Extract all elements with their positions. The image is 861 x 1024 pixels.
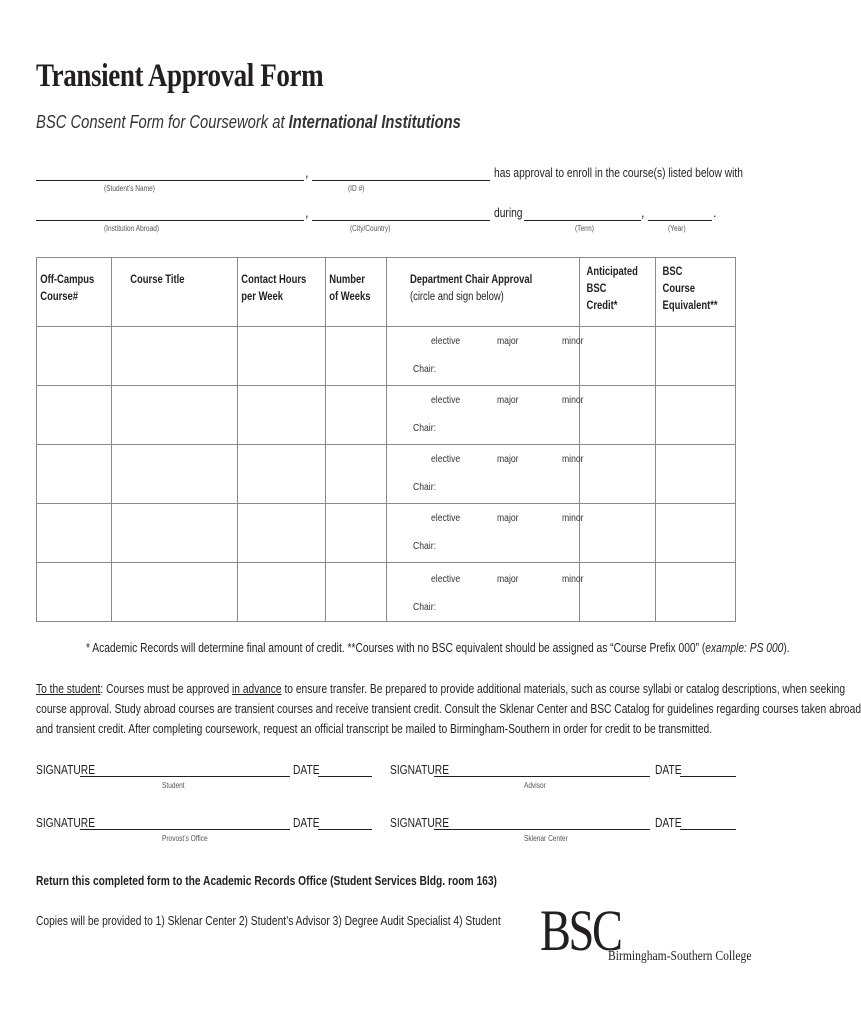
option-minor[interactable]: minor <box>561 394 584 406</box>
option-elective[interactable]: elective <box>430 335 460 347</box>
comma-3: , <box>641 206 645 220</box>
header-number-weeks: Number of Weeks <box>326 258 386 327</box>
cell-weeks[interactable] <box>326 386 386 445</box>
cell-contact-hours[interactable] <box>237 445 325 504</box>
table-row <box>37 563 736 622</box>
option-minor[interactable]: minor <box>561 335 584 347</box>
cell-course-number[interactable] <box>37 563 112 622</box>
option-minor[interactable]: minor <box>561 573 584 585</box>
option-major[interactable]: major <box>496 512 519 524</box>
institution-label: (Institution Abroad) <box>104 224 160 233</box>
college-name: Birmingham-Southern College <box>608 948 752 963</box>
during-text: during <box>494 206 523 220</box>
student-date-field[interactable] <box>318 776 372 777</box>
advisor-signature-field[interactable] <box>434 776 650 777</box>
date-label: DATE <box>655 816 682 830</box>
option-major[interactable]: major <box>496 453 519 465</box>
cell-course-number[interactable] <box>37 327 112 386</box>
header-course-title: Course Title <box>111 258 237 327</box>
table-row <box>37 445 736 504</box>
cell-course-title[interactable] <box>111 386 237 445</box>
cell-contact-hours[interactable] <box>237 504 325 563</box>
comma-1: , <box>305 166 309 180</box>
cell-chair-approval[interactable] <box>386 504 584 563</box>
student-name-label: (Student’s Name) <box>104 184 155 193</box>
bsc-logo-icon: BSC <box>540 898 621 963</box>
signature-label: SIGNATURE <box>36 816 96 830</box>
header-off-campus: Off-Campus Course# <box>37 258 112 327</box>
cell-course-title[interactable] <box>111 504 237 563</box>
chair-signature-label: Chair: <box>412 422 436 434</box>
institution-field[interactable] <box>36 220 304 221</box>
cell-weeks[interactable] <box>326 327 386 386</box>
header-course-equivalent: BSC Course Equivalent** <box>655 258 735 327</box>
sklenar-date-field[interactable] <box>680 829 736 830</box>
copies-text: Copies will be provided to 1) Sklenar Center 2) Student’s Advisor 3) Degree Audit Specialist 4) Student <box>36 914 501 928</box>
id-field[interactable] <box>312 180 490 181</box>
signature-label: SIGNATURE <box>390 816 450 830</box>
subtitle-prefix: BSC Consent Form for Coursework at <box>36 112 289 132</box>
cell-credit[interactable] <box>580 386 656 445</box>
date-label: DATE <box>293 816 320 830</box>
advisor-date-field[interactable] <box>680 776 736 777</box>
cell-weeks[interactable] <box>326 563 386 622</box>
term-label: (Term) <box>575 224 594 233</box>
subtitle-bold: International Institutions <box>288 112 461 132</box>
return-instructions: Return this completed form to the Academic Records Office (Student Services Bldg. room 163) <box>36 874 497 888</box>
option-minor[interactable]: minor <box>561 453 584 465</box>
student-name-field[interactable] <box>36 180 304 181</box>
cell-chair-approval[interactable] <box>386 445 584 504</box>
student-caption: Student <box>162 781 185 790</box>
student-signature-field[interactable] <box>80 776 290 777</box>
cell-weeks[interactable] <box>326 504 386 563</box>
cell-contact-hours[interactable] <box>237 386 325 445</box>
chair-signature-label: Chair: <box>412 481 436 493</box>
cell-course-number[interactable] <box>37 504 112 563</box>
date-label: DATE <box>293 763 320 777</box>
credit-footnote: * Academic Records will determine final amount of credit. **Courses with no BSC equivalent should be assigned as “Course Prefix 000” (example: PS 000). <box>86 641 790 655</box>
table-row <box>37 504 736 563</box>
header-anticipated-credit: Anticipated BSC Credit* <box>580 258 656 327</box>
option-major[interactable]: major <box>496 573 519 585</box>
cell-chair-approval[interactable] <box>386 386 584 445</box>
chair-signature-label: Chair: <box>412 601 436 613</box>
provost-date-field[interactable] <box>318 829 372 830</box>
cell-contact-hours[interactable] <box>237 327 325 386</box>
table-header-row <box>37 258 736 327</box>
cell-equivalent[interactable] <box>655 327 735 386</box>
cell-equivalent[interactable] <box>655 445 735 504</box>
instructions-line-3: and transient credit. After completing coursework, request an official transcript be mailed to Birmingham-Southern in order for credit to be transmitted. <box>36 722 713 736</box>
option-elective[interactable]: elective <box>430 573 460 585</box>
cell-course-title[interactable] <box>111 327 237 386</box>
advisor-caption: Advisor <box>524 781 546 790</box>
signature-label: SIGNATURE <box>390 763 450 777</box>
cell-course-number[interactable] <box>37 386 112 445</box>
form-title: Transient Approval Form <box>36 58 324 94</box>
cell-course-title[interactable] <box>111 563 237 622</box>
table-row <box>37 327 736 386</box>
sklenar-signature-field[interactable] <box>434 829 650 830</box>
date-label: DATE <box>655 763 682 777</box>
cell-credit[interactable] <box>580 327 656 386</box>
cell-equivalent[interactable] <box>655 563 735 622</box>
city-label: (City/Country) <box>350 224 391 233</box>
id-label: (ID #) <box>348 184 365 193</box>
cell-credit[interactable] <box>580 445 656 504</box>
city-country-field[interactable] <box>312 220 490 221</box>
header-chair-approval: Department Chair Approval (circle and sign below) <box>386 258 580 327</box>
course-table <box>36 257 736 622</box>
year-label: (Year) <box>668 224 686 233</box>
option-elective[interactable]: elective <box>430 512 460 524</box>
cell-chair-approval[interactable] <box>386 563 584 622</box>
option-elective[interactable]: elective <box>430 453 460 465</box>
cell-chair-approval[interactable] <box>386 327 584 386</box>
header-contact-hours: Contact Hours per Week <box>237 258 325 327</box>
term-field[interactable] <box>524 220 641 221</box>
option-minor[interactable]: minor <box>561 512 584 524</box>
signature-label: SIGNATURE <box>36 763 96 777</box>
option-elective[interactable]: elective <box>430 394 460 406</box>
form-subtitle <box>36 112 461 133</box>
provost-signature-field[interactable] <box>80 829 290 830</box>
cell-contact-hours[interactable] <box>237 563 325 622</box>
instructions-line-2: course approval. Study abroad courses are transient courses and receive transient credit. Consult the Sklenar Center and BSC Catalog for guidelines regarding courses taken abroad <box>36 702 861 716</box>
option-major[interactable]: major <box>496 335 519 347</box>
year-field[interactable] <box>648 220 712 221</box>
cell-credit[interactable] <box>580 504 656 563</box>
sklenar-caption: Sklenar Center <box>524 834 568 843</box>
instructions-line-1: To the student: Courses must be approved in advance to ensure transfer. Be prepared to provide additional materials, such as course syllabi or catalog descriptions, when seeking <box>36 682 846 696</box>
cell-credit[interactable] <box>580 563 656 622</box>
cell-weeks[interactable] <box>326 445 386 504</box>
cell-course-title[interactable] <box>111 445 237 504</box>
cell-course-number[interactable] <box>37 445 112 504</box>
provost-caption: Provost’s Office <box>162 834 208 843</box>
period: . <box>713 206 717 220</box>
option-major[interactable]: major <box>496 394 519 406</box>
chair-signature-label: Chair: <box>412 363 436 375</box>
comma-2: , <box>305 206 309 220</box>
cell-equivalent[interactable] <box>655 386 735 445</box>
chair-signature-label: Chair: <box>412 540 436 552</box>
cell-equivalent[interactable] <box>655 504 735 563</box>
table-row <box>37 386 736 445</box>
approval-text: has approval to enroll in the course(s) listed below with <box>494 166 743 180</box>
